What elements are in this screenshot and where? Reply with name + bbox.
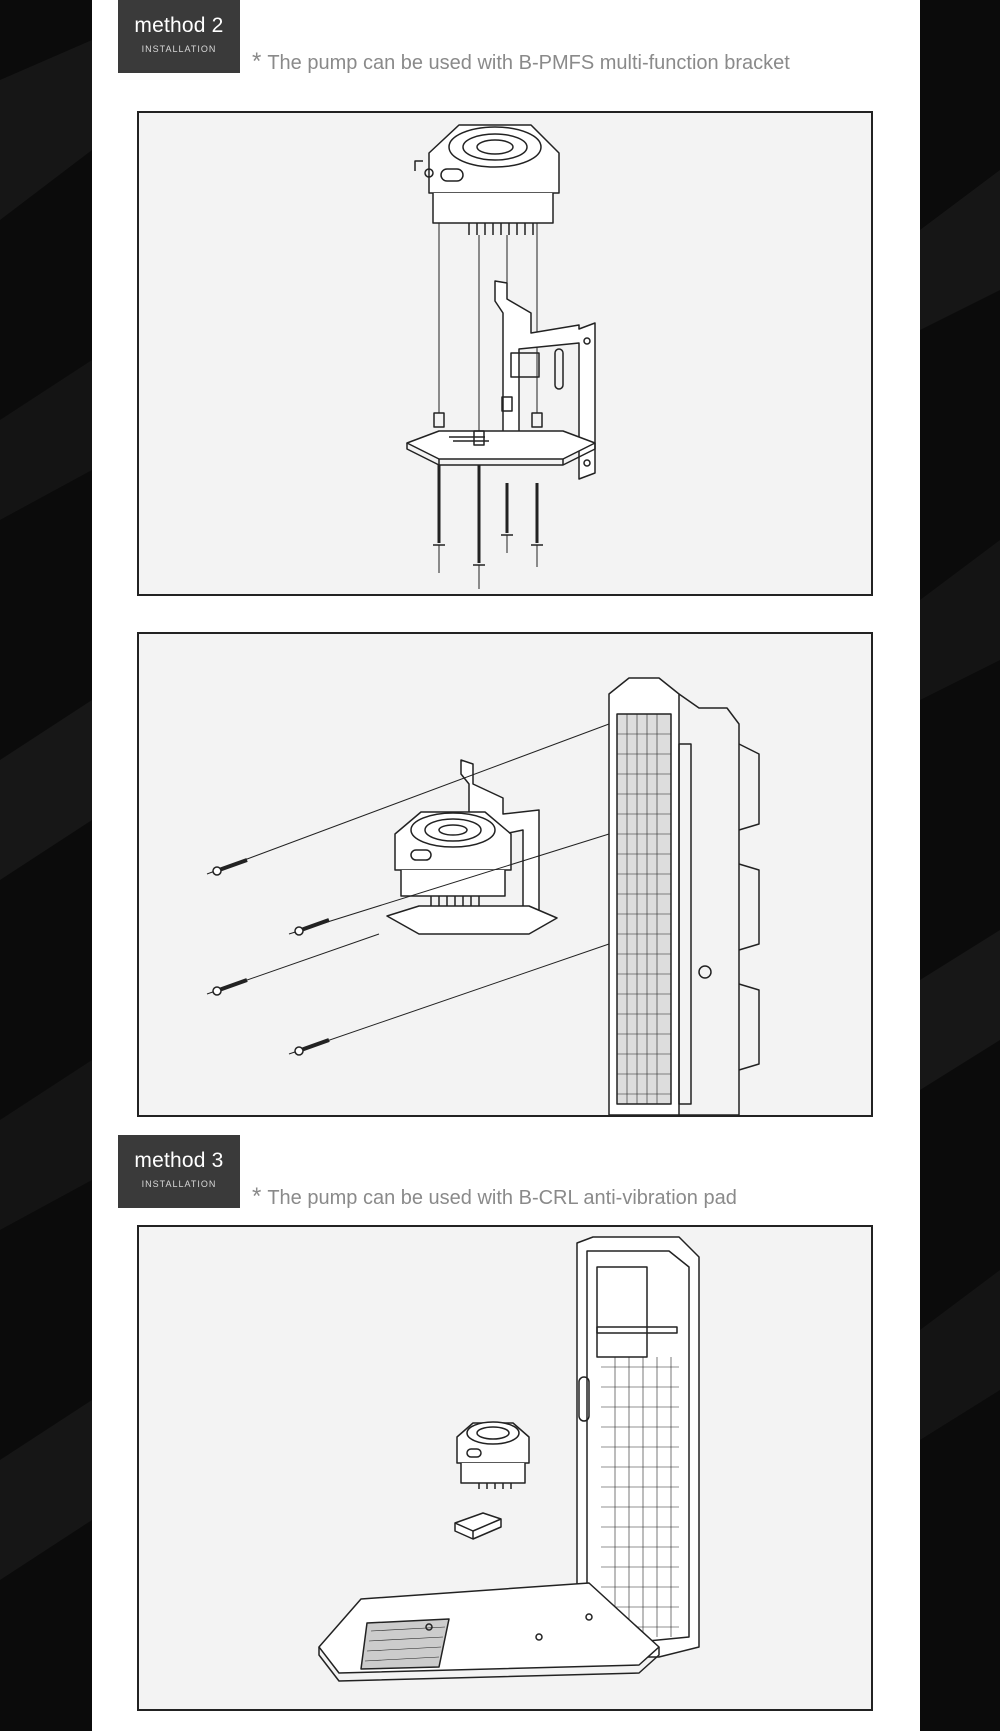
method-3-subtitle: INSTALLATION bbox=[141, 1179, 217, 1189]
method-2-note-text: The pump can be used with B-PMFS multi-function bracket bbox=[267, 52, 790, 74]
method-3-title: method 3 bbox=[134, 1149, 224, 1172]
method-3-note-text: The pump can be used with B-CRL anti-vibration pad bbox=[267, 1187, 737, 1209]
left-dark-backdrop bbox=[0, 0, 92, 1731]
pump-bracket-exploded-panel bbox=[137, 111, 873, 596]
method-3-badge bbox=[118, 1135, 240, 1208]
case-anti-vibration-pad-panel bbox=[137, 1225, 873, 1711]
note-asterisk: * bbox=[252, 1183, 262, 1210]
method-2-subtitle: INSTALLATION bbox=[141, 44, 217, 54]
right-dark-backdrop bbox=[920, 0, 1000, 1731]
case-anti-vibration-pad-illustration bbox=[139, 1227, 871, 1709]
note-asterisk: * bbox=[252, 48, 262, 75]
method-2-note bbox=[252, 48, 790, 76]
method-2-badge bbox=[118, 0, 240, 73]
method-2-title: method 2 bbox=[134, 14, 224, 37]
pump-radiator-mount-illustration bbox=[139, 634, 871, 1115]
method-3-note bbox=[252, 1183, 737, 1211]
pump-bracket-exploded-illustration bbox=[139, 113, 871, 594]
pump-radiator-mount-panel bbox=[137, 632, 873, 1117]
